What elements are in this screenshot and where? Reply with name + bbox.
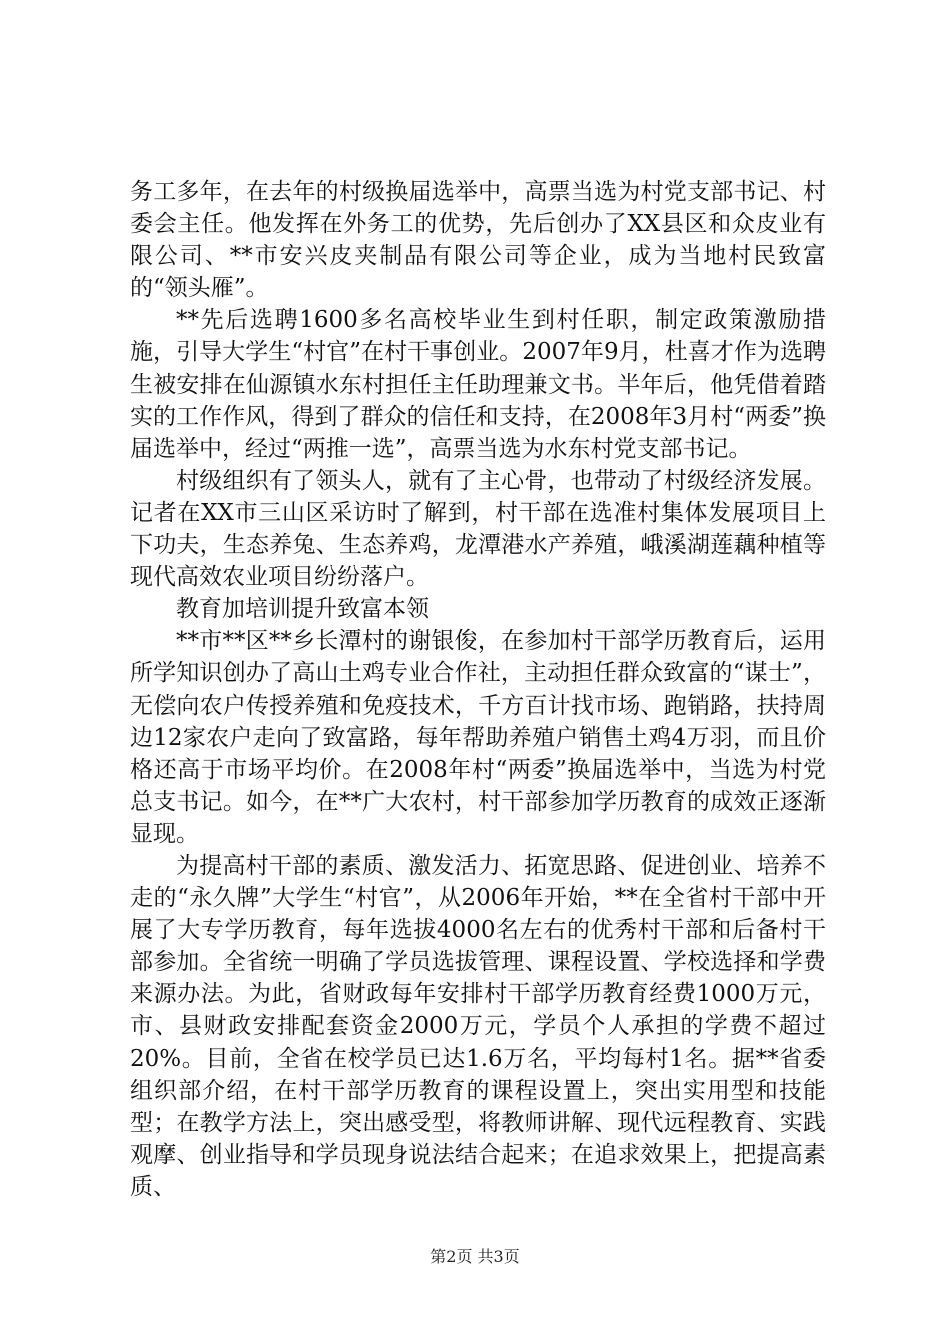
paragraph-xie-yinjun: **市**区**乡长潭村的谢银俊，在参加村干部学历教育后，运用所学知识创办了高山土鸡专业合作社，主动担任群众致富的“谋士”，无偿向农户传授养殖和免疫技术，千方百计找市场、跑销路，扶持周边12家农户走向了致富路，每年帮助养殖户销售土鸡4万羽，而且价格还高于市场平均价。在2008年村“两委”换届选举中，当选为村党总支书记。如今，在**广大农村，村干部参加学历教育的成效正逐渐显现。 xyxy=(130,628,826,847)
section-heading: 教育加培训提升致富本领 xyxy=(176,596,429,623)
paragraph-continued: 务工多年，在去年的村级换届选举中，高票当选为村党支部书记、村委会主任。他发挥在外务工的优势，先后创办了XX县区和众皮业有限公司、**市安兴皮夹制品有限公司等企业，成为当地村民致富的“领头雁”。 xyxy=(130,179,826,302)
paragraph-education-program: 为提高村干部的素质、激发活力、拓宽思路、促进创业、培养不走的“永久牌”大学生“村官”，从2006年开始，**在全省村干部中开展了大专学历教育，每年选拔4000名左右的优秀村干部和后备村干部参加。全省统一明确了学员选拔管理、课程设置、学校选择和学费来源办法。为此，省财政每年安排村干部学历教育经费1000万元，市、县财政安排配套资金2000万元，学员个人承担的学费不超过20%。目前，全省在校学员已达1.6万名，平均每村1名。据**省委组织部介绍，在村干部学历教育的课程设置上，突出实用型和技能型；在教学方法上，突出感受型，将教师讲解、现代远程教育、实践观摩、创业指导和学员现身说法结合起来；在追求效果上，把提高素质、 xyxy=(130,852,826,1200)
page-number-footer: 第2页 共3页 xyxy=(430,1247,520,1266)
paragraph-college-graduates: **先后选聘1600多名高校毕业生到村任职，制定政策激励措施，引导大学生“村官”在村干事创业。2007年9月，杜喜才作为选聘生被安排在仙源镇水东村担任主任助理兼文书。半年后，他凭借着踏实的工作作风，得到了群众的信任和支持，在2008年3月村“两委”换届选举中，经过“两推一选”，高票当选为水东村党支部书记。 xyxy=(130,307,826,462)
paragraph-village-economy: 村级组织有了领头人，就有了主心骨，也带动了村级经济发展。记者在XX市三山区采访时了解到，村干部在选准村集体发展项目上下功夫，生态养兔、生态养鸡，龙潭港水产养殖，峨溪湖莲藕种植等现代高效农业项目纷纷落户。 xyxy=(130,467,826,591)
document-body xyxy=(130,176,826,1203)
